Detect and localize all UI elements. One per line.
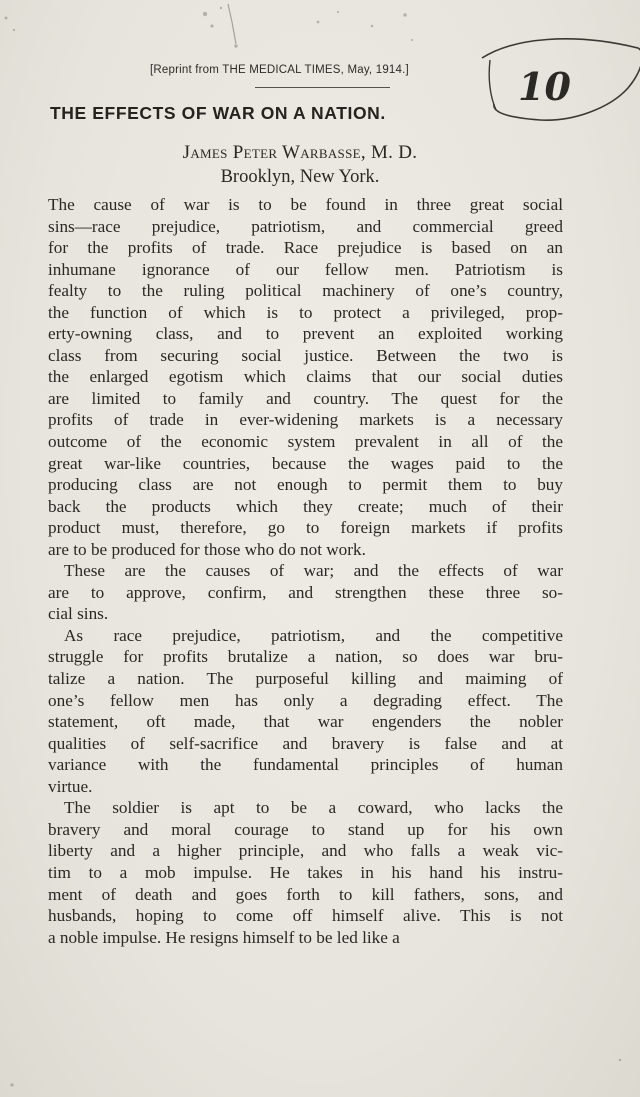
body-line: the function of which is to protect a privileged, prop- <box>48 302 563 322</box>
author-line <box>0 142 640 164</box>
article-title: THE EFFECTS OF WAR ON A NATION. <box>50 103 386 123</box>
body-line: inhumane ignorance of our fellow men. Patriotism is <box>48 259 563 279</box>
article-body <box>48 194 563 948</box>
body-line: for the profits of trade. Race prejudice is based on an <box>48 238 563 258</box>
body-line: The soldier is apt to be a coward, who lacks the <box>64 798 563 818</box>
reprint-underline <box>255 87 390 88</box>
author-name: James Peter Warbasse, M. D. <box>182 142 418 163</box>
body-line: profits of trade in ever-widening markets is a necessary <box>48 410 563 430</box>
body-line: As race prejudice, patriotism, and the competitive <box>64 625 563 645</box>
body-line: ment of death and goes forth to kill fathers, sons, and <box>48 884 563 904</box>
body-line: outcome of the economic system prevalent in all of the <box>48 432 563 452</box>
body-line: are limited to family and country. The quest for the <box>48 388 563 408</box>
body-line: virtue. <box>48 776 93 796</box>
author-location: Brooklyn, New York. <box>220 167 380 187</box>
body-line: product must, therefore, go to foreign markets if profits <box>48 518 563 538</box>
body-line: a noble impulse. He resigns himself to be led like a <box>48 927 400 947</box>
handwritten-number-stamp <box>478 30 640 130</box>
stamp-number: 10 <box>518 64 571 109</box>
body-line: one’s fellow men has only a degrading effect. The <box>48 690 563 710</box>
reprint-note: [Reprint from THE MEDICAL TIMES, May, 1914.] <box>150 64 409 76</box>
body-line: sins—race prejudice, patriotism, and commercial greed <box>48 216 563 236</box>
body-line: producing class are not enough to permit them to buy <box>48 475 563 495</box>
body-line: are to be produced for those who do not work. <box>48 539 366 559</box>
body-line: the enlarged egotism which claims that our social duties <box>48 367 563 387</box>
body-line: are to approve, confirm, and strengthen these three so- <box>48 582 563 602</box>
body-line: These are the causes of war; and the effects of war <box>64 561 563 581</box>
body-line: statement, oft made, that war engenders the nobler <box>48 712 563 732</box>
body-line: husbands, hoping to come off himself alive. This is not <box>48 906 563 926</box>
location-line <box>0 167 640 188</box>
body-line: erty-owning class, and to prevent an exploited working <box>48 324 563 344</box>
body-line: variance with the fundamental principles of human <box>48 755 563 775</box>
body-line: struggle for profits brutalize a nation, so does war bru- <box>48 647 563 667</box>
body-line: talize a nation. The purposeful killing and maiming of <box>48 669 563 689</box>
body-line: class from securing social justice. Between the two is <box>48 345 563 365</box>
body-line: bravery and moral courage to stand up for his own <box>48 819 563 839</box>
body-line: fealty to the ruling political machinery of one’s country, <box>48 281 563 301</box>
body-line: tim to a mob impulse. He takes in his hand his instru- <box>48 862 563 882</box>
body-line: The cause of war is to be found in three great social <box>48 195 563 214</box>
body-line: back the products which they create; much of their <box>48 496 563 516</box>
body-line: liberty and a higher principle, and who falls a weak vic- <box>48 841 563 861</box>
body-line: qualities of self-sacrifice and bravery is false and at <box>48 733 563 753</box>
body-line: great war-like countries, because the wages paid to the <box>48 453 563 473</box>
body-line: cial sins. <box>48 604 109 624</box>
